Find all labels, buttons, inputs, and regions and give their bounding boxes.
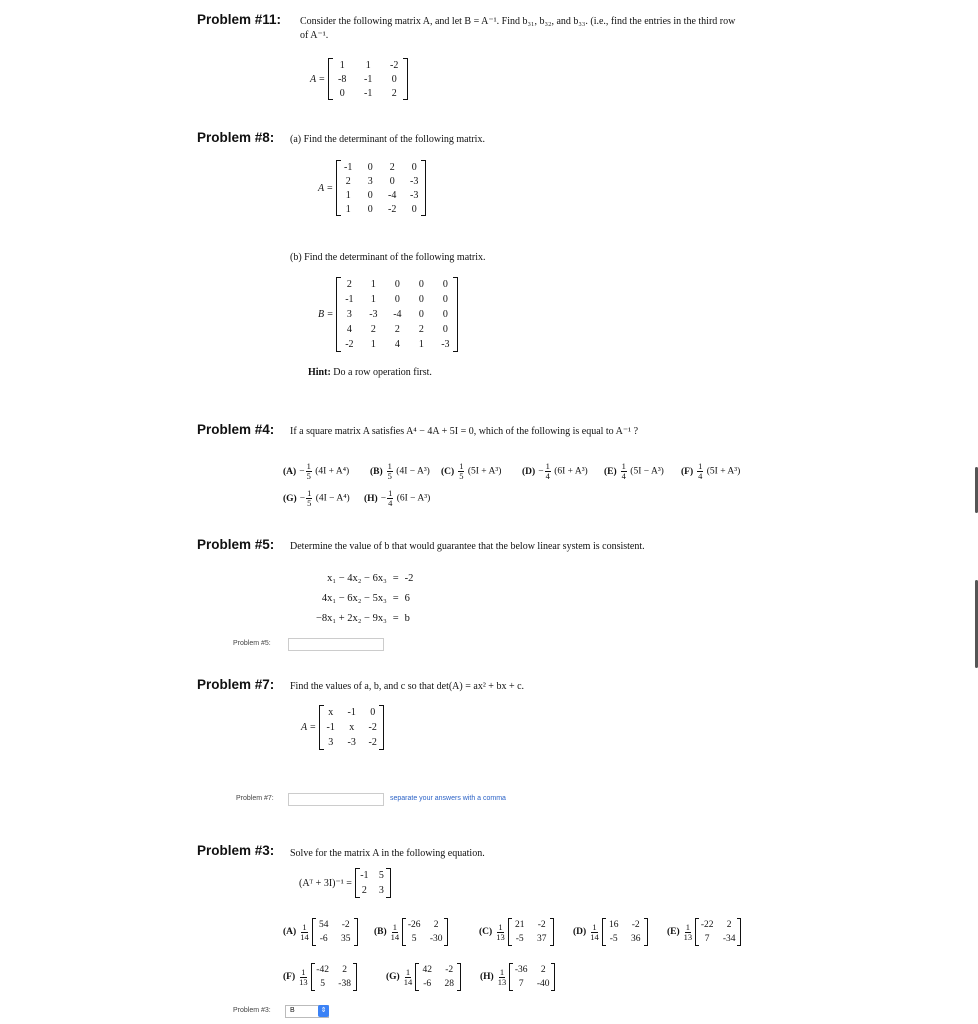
matrix-cell: 1 [345, 203, 351, 215]
matrix-row [603, 918, 647, 932]
equation-rhs: 6 [404, 592, 410, 604]
matrix-cell: -1 [326, 722, 335, 733]
matrix-table [337, 160, 425, 216]
matrix-cell: -34 [722, 934, 736, 944]
matrix-cell: 0 [391, 73, 397, 85]
matrix-label: A = [310, 73, 326, 85]
equation-row [314, 609, 415, 627]
matrix-cell: 2 [391, 87, 397, 99]
matrix-row [320, 735, 383, 750]
matrix-row [313, 932, 357, 946]
matrix-cell: -30 [429, 934, 443, 944]
matrix-row [356, 868, 390, 883]
matrix-cell: 42 [422, 965, 432, 975]
chevron-updown-icon[interactable]: ⇕ [318, 1005, 329, 1017]
matrix-cell: 0 [418, 309, 424, 320]
matrix-cell: -2 [390, 59, 399, 71]
matrix-cell: 0 [367, 203, 373, 215]
equation-lhs: (Aᵀ + 3I)⁻¹ = [299, 877, 352, 889]
problem-3-option: (F) $\frac{1}{13}$ -42 2 5 -38 [283, 963, 357, 991]
problem-11-title: Problem #11: [197, 12, 282, 27]
matrix-label: B = [318, 309, 334, 320]
problem-4-text: If a square matrix A satisfies A⁴ − 4A + 5I = 0, which of the following is equal to A⁻¹ ? [290, 426, 639, 437]
matrix-row [337, 277, 457, 292]
problem-3-title: Problem #3: [197, 843, 275, 858]
matrix-row [603, 932, 647, 946]
matrix-label: A = [301, 722, 317, 733]
matrix-cell: 0 [442, 279, 448, 290]
matrix-cell: 2 [342, 965, 348, 975]
matrix-table [320, 705, 383, 750]
problem-4-option: (D) − $\frac{1}{4}$ (6I + A³) [522, 461, 588, 481]
matrix-row [312, 977, 356, 991]
matrix-cell: 0 [367, 189, 373, 201]
matrix-cell: 36 [630, 934, 641, 944]
matrix-cell: 1 [339, 59, 345, 71]
matrix-cell: 28 [444, 979, 454, 989]
matrix-cell: 1 [370, 279, 376, 290]
matrix-cell: 0 [389, 175, 395, 187]
matrix-cell: 3 [367, 175, 373, 187]
matrix-table [329, 58, 407, 100]
problem-7-matrix [301, 705, 384, 750]
matrix-cell: -38 [338, 979, 351, 989]
matrix-cell: 2 [433, 920, 439, 930]
problem-8-part-a: (a) Find the determinant of the following matrix. [290, 134, 485, 145]
problem-3-option: (G) $\frac{1}{14}$ 42 -2 -6 28 [386, 963, 461, 991]
matrix-cell: 5 [411, 934, 417, 944]
matrix-cell: -2 [368, 737, 377, 748]
matrix-row [337, 202, 425, 216]
matrix-cell: 5 [320, 979, 326, 989]
problem-7-answer-label: Problem #7: [236, 795, 274, 802]
matrix-cell: 0 [442, 324, 448, 335]
matrix-cell: 2 [345, 175, 351, 187]
matrix-cell: 1 [418, 339, 424, 350]
matrix-cell: -2 [341, 920, 350, 930]
matrix-row [320, 720, 383, 735]
problem-3-option: (E) $\frac{1}{13}$ -22 2 7 -34 [667, 918, 741, 946]
matrix-cell: 0 [418, 294, 424, 305]
matrix-cell: 2 [540, 965, 546, 975]
matrix-cell: 2 [726, 920, 732, 930]
equation-rhs: -2 [404, 572, 414, 584]
problem-3-option: (D) $\frac{1}{14}$ 16 -2 -5 36 [573, 918, 648, 946]
matrix-cell: -2 [537, 920, 546, 930]
problem-7-answer-note: separate your answers with a comma [390, 795, 506, 802]
matrix-cell: -8 [338, 73, 347, 85]
selected-value: B [290, 1007, 295, 1014]
matrix-cell: 3 [378, 885, 384, 896]
problem-3-text: Solve for the matrix A in the following equation. [290, 848, 485, 859]
matrix-row [509, 918, 553, 932]
matrix-cell: -5 [515, 934, 524, 944]
equation-row [314, 589, 415, 607]
matrix-cell: 37 [536, 934, 547, 944]
matrix-cell: 5 [378, 870, 384, 881]
matrix-row [329, 58, 407, 72]
matrix-row [696, 932, 740, 946]
problem-5-text: Determine the value of b that would guarantee that the below linear system is consistent. [290, 541, 645, 552]
problem-7-text: Find the values of a, b, and c so that det(A) = ax² + bx + c. [290, 681, 525, 692]
matrix-cell: 0 [370, 707, 376, 718]
matrix-cell: -6 [423, 979, 432, 989]
matrix-cell: 1 [370, 339, 376, 350]
equation-rhs: b [404, 612, 410, 624]
matrix-row [696, 918, 740, 932]
problem-4-option: (E) $\frac{1}{4}$ (5I − A³) [604, 461, 664, 481]
equation-lhs: −8x₁ + 2x₂ − 9x₃ [316, 612, 387, 624]
problem-8-matrix-a [318, 160, 426, 216]
matrix-cell: 2 [394, 324, 400, 335]
matrix-cell: 16 [608, 920, 619, 930]
equation-lhs: x₁ − 4x₂ − 6x₃ [327, 572, 387, 584]
matrix-row [329, 72, 407, 86]
problem-3-answer-label: Problem #3: [233, 1007, 271, 1014]
matrix-row [313, 918, 357, 932]
equation-lhs: 4x₁ − 6x₂ − 5x₃ [321, 592, 387, 604]
equation-eq: = [392, 612, 399, 624]
matrix-row [337, 188, 425, 202]
matrix-row [337, 307, 457, 322]
matrix-cell: -6 [319, 934, 328, 944]
problem-4-option: (F) $\frac{1}{4}$ (5I + A³) [681, 461, 741, 481]
problem-8-part-b: (b) Find the determinant of the following matrix. [290, 252, 486, 263]
matrix-cell: 0 [367, 161, 373, 173]
matrix-cell: -42 [316, 965, 329, 975]
problem-3-option: (B) $\frac{1}{14}$ -26 2 5 -30 [374, 918, 448, 946]
matrix-cell: 3 [328, 737, 334, 748]
matrix-row [509, 932, 553, 946]
matrix-cell: 7 [704, 934, 710, 944]
matrix-cell: -1 [345, 294, 354, 305]
matrix-table [356, 868, 390, 898]
matrix-cell: 1 [345, 189, 351, 201]
matrix-cell: -1 [360, 870, 369, 881]
matrix-cell: -3 [347, 737, 356, 748]
matrix-row [337, 292, 457, 307]
matrix-row [403, 932, 447, 946]
matrix-row [320, 705, 383, 720]
matrix-row [510, 963, 554, 977]
matrix-cell: -2 [631, 920, 640, 930]
matrix-cell: 3 [346, 309, 352, 320]
problem-11-text: Consider the following matrix A, and let B = A⁻¹. Find b₃₁, b₃₂, and b₃₃. (i.e., find the entries in the third row [300, 16, 736, 27]
problem-8-title: Problem #8: [197, 130, 275, 145]
matrix-cell: 0 [394, 279, 400, 290]
matrix-cell: -3 [410, 189, 419, 201]
matrix-cell: -3 [369, 309, 378, 320]
matrix-cell: 21 [514, 920, 525, 930]
matrix-cell: -4 [388, 189, 397, 201]
problem-11-matrix [310, 58, 408, 100]
problem-4-option: (H) − $\frac{1}{4}$ (6I − A³) [364, 488, 431, 508]
matrix-cell: 2 [346, 279, 352, 290]
matrix-cell: 0 [442, 309, 448, 320]
matrix-cell: 54 [318, 920, 329, 930]
matrix-cell: -1 [364, 87, 373, 99]
matrix-cell: -2 [368, 722, 377, 733]
matrix-table [337, 277, 457, 352]
problem-3-option: (A) $\frac{1}{14}$ 54 -2 -6 35 [283, 918, 358, 946]
matrix-cell: 0 [339, 87, 345, 99]
matrix-cell: 0 [411, 203, 417, 215]
matrix-cell: 0 [411, 161, 417, 173]
matrix-row [510, 977, 554, 991]
linear-system [312, 567, 417, 629]
matrix-cell: 2 [418, 324, 424, 335]
matrix-cell: -2 [345, 339, 354, 350]
matrix-row [403, 918, 447, 932]
matrix-cell: -36 [514, 965, 528, 975]
matrix-row [337, 174, 425, 188]
problem-5-answer-label: Problem #5: [233, 640, 271, 647]
problem-4-option: (G) − $\frac{1}{5}$ (4I − A⁴) [283, 488, 350, 508]
matrix-cell: -2 [445, 965, 454, 975]
matrix-row [337, 160, 425, 174]
matrix-cell: -3 [410, 175, 419, 187]
problem-5-answer-input[interactable] [288, 638, 384, 651]
matrix-cell: -3 [441, 339, 450, 350]
equation-eq: = [392, 572, 399, 584]
hint: Hint: Do a row operation first. [308, 367, 432, 378]
matrix-cell: 2 [361, 885, 367, 896]
matrix-cell: 4 [346, 324, 352, 335]
matrix-cell: -22 [700, 920, 714, 930]
matrix-cell: 1 [365, 59, 371, 71]
matrix-cell: -1 [344, 161, 353, 173]
problem-7-answer-input[interactable] [288, 793, 384, 806]
problem-4-title: Problem #4: [197, 422, 275, 437]
matrix-cell: 0 [442, 294, 448, 305]
matrix-row [416, 963, 460, 977]
problem-4-option: (A) − $\frac{1}{5}$ (4I + A⁴) [283, 461, 350, 481]
matrix-cell: x [328, 707, 334, 718]
matrix-cell: -1 [347, 707, 356, 718]
matrix-row [337, 337, 457, 352]
matrix-row [356, 883, 390, 898]
problem-3-option: (H) $\frac{1}{13}$ -36 2 7 -40 [480, 963, 555, 991]
problem-3-equation [299, 868, 391, 898]
matrix-cell: 35 [340, 934, 351, 944]
problem-4-option: (B) $\frac{1}{5}$ (4I − A³) [370, 461, 430, 481]
problem-4-option: (C) $\frac{1}{5}$ (5I + A³) [441, 461, 502, 481]
matrix-row [329, 86, 407, 100]
problem-7-title: Problem #7: [197, 677, 275, 692]
matrix-cell: 1 [370, 294, 376, 305]
matrix-cell: x [349, 722, 355, 733]
matrix-cell: -26 [407, 920, 421, 930]
matrix-row [416, 977, 460, 991]
problem-5-title: Problem #5: [197, 537, 275, 552]
problem-8-matrix-b [318, 277, 458, 352]
matrix-row [312, 963, 356, 977]
matrix-row [337, 322, 457, 337]
matrix-cell: 2 [370, 324, 376, 335]
problem-3-answer-select[interactable] [285, 1005, 329, 1018]
matrix-cell: -40 [536, 979, 550, 989]
matrix-cell: -1 [364, 73, 373, 85]
matrix-cell: 4 [394, 339, 400, 350]
matrix-cell: -2 [388, 203, 397, 215]
matrix-cell: 0 [394, 294, 400, 305]
matrix-cell: -5 [609, 934, 618, 944]
problem-11-text-cont: of A⁻¹. [300, 30, 329, 41]
matrix-cell: 0 [418, 279, 424, 290]
equation-eq: = [392, 592, 399, 604]
equation-row [314, 569, 415, 587]
problem-3-option: (C) $\frac{1}{13}$ 21 -2 -5 37 [479, 918, 554, 946]
matrix-cell: 2 [389, 161, 395, 173]
matrix-cell: -4 [393, 309, 402, 320]
matrix-label: A = [318, 182, 334, 194]
matrix-cell: 7 [518, 979, 524, 989]
